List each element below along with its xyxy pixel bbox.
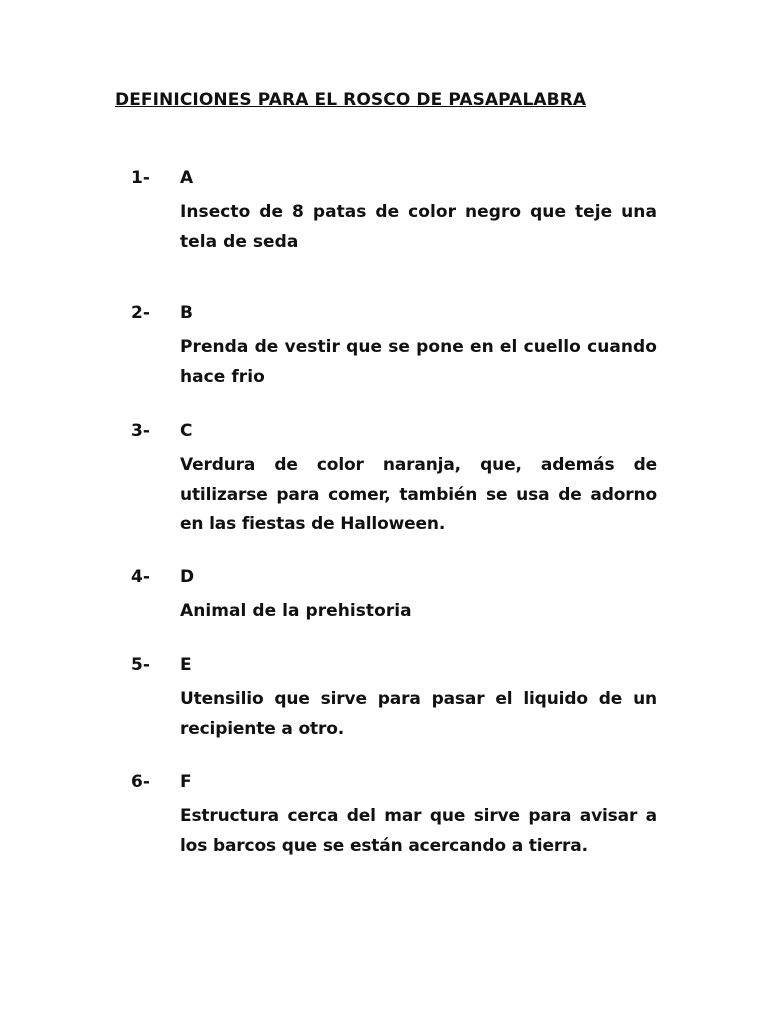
item-number: 3- — [131, 421, 150, 441]
item-definition: Insecto de 8 patas de color negro que teje una tela de seda — [180, 202, 657, 252]
item-definition: Prenda de vestir que se pone en el cuello cuando hace frio — [180, 337, 657, 387]
document-title: DEFINICIONES PARA EL ROSCO DE PASAPALABRA — [115, 90, 587, 110]
item-number: 6- — [131, 772, 150, 792]
item-letter: F — [180, 772, 192, 792]
item-number: 5- — [131, 655, 150, 675]
item-number: 2- — [131, 303, 150, 323]
item-letter: A — [180, 168, 194, 188]
item-letter: C — [180, 421, 193, 441]
item-letter: B — [180, 303, 193, 323]
item-definition: Utensilio que sirve para pasar el liquido de un recipiente a otro. — [180, 689, 657, 739]
item-letter: E — [180, 655, 192, 675]
item-number: 1- — [131, 168, 150, 188]
item-definition: Verdura de color naranja, que, además de utilizarse para comer, también se usa de adorno en las fiestas de Halloween. — [180, 455, 657, 534]
item-definition: Animal de la prehistoria — [180, 601, 412, 621]
item-number: 4- — [131, 567, 150, 587]
item-definition: Estructura cerca del mar que sirve para avisar a los barcos que se están acercando a tierra. — [180, 806, 657, 856]
item-letter: D — [180, 567, 195, 587]
